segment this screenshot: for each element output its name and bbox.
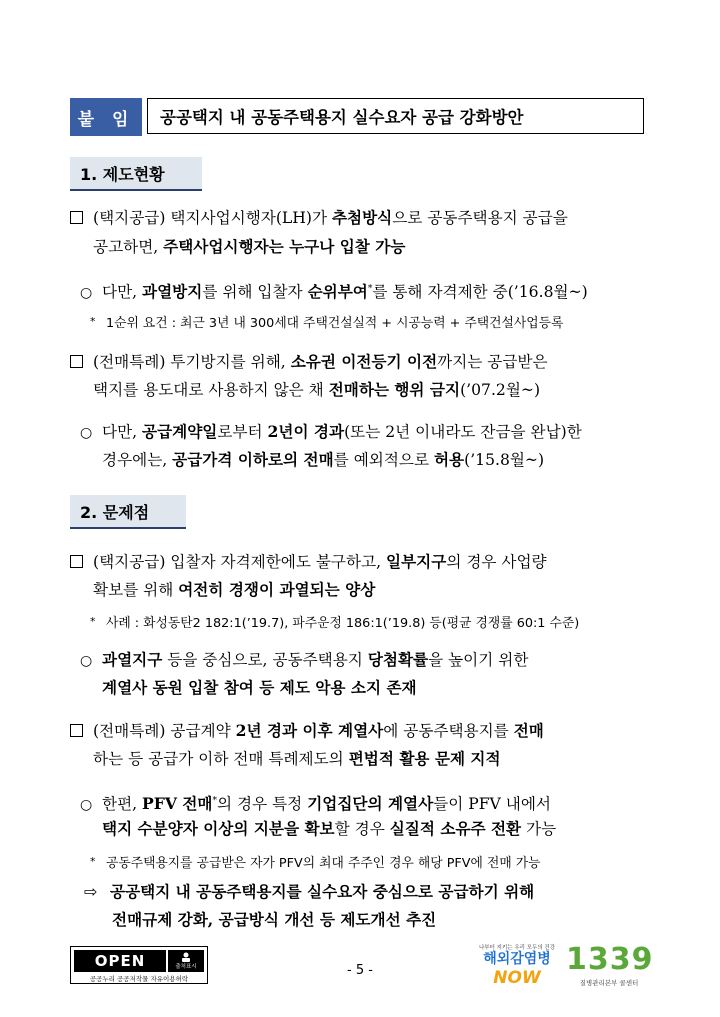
- s1-item-1-line-2: 공고하면, 주택사업시행자는 누구나 입찰 가능: [93, 237, 406, 256]
- attachment-label: 붙 임: [70, 98, 142, 136]
- overseas-infection-now-logo: [478, 943, 556, 993]
- s2-item-3-line-1: (전매특례) 공급계약 2년 경과 이후 계열사에 공동주택용지를 전매: [70, 717, 544, 745]
- section-heading-2: 2. 문제점: [70, 495, 186, 529]
- logo-1339-number: 1339: [566, 942, 654, 977]
- s1-item-2: ○ 다만, 과열방지를 위해 입찰자 순위부여*를 통해 자격제한 중(’16.8월~): [80, 275, 588, 307]
- now-logo-tagline: 나부터 지키는 우리 모두의 건강: [478, 945, 556, 951]
- s1-item-3-line-2: 택지를 용도대로 사용하지 않은 채 전매하는 행위 금지(’07.2월~): [93, 380, 541, 399]
- s1-item-4-line-2: 경우에는, 공급가격 이하로의 전매를 예외적으로 허용(’15.8월~): [102, 450, 545, 469]
- asterisk-icon: *: [90, 855, 96, 868]
- s2-item-2-line-2: 계열사 동원 입찰 참여 등 제도 악용 소지 존재: [102, 678, 417, 697]
- open-logo: OPEN: [74, 950, 166, 972]
- s2-item-1-line-2: 확보를 위해 여전히 경쟁이 과열되는 양상: [93, 580, 376, 599]
- s1-item-3-line-1: (전매특례) 투기방지를 위해, 소유권 이전등기 이전까지는 공급받은: [70, 348, 548, 376]
- s1-note-1: * 1순위 요건 : 최근 3년 내 300세대 주택건설실적 + 시공능력 + 주택건설사업등록: [90, 312, 563, 334]
- s2-item-3-line-2: 하는 등 공급가 이하 전매 특례제도의 편법적 활용 문제 지적: [93, 749, 501, 768]
- s2-item-1-line-1: (택지공급) 입찰자 자격제한에도 불구하고, 일부지구의 경우 사업량: [70, 548, 547, 576]
- s1-item-1-line-1: (택지공급) 택지사업시행자(LH)가 추첨방식으로 공동주택용지 공급을: [70, 204, 568, 232]
- s2-item-4-line-2: 택지 수분양자 이상의 지분을 확보할 경우 실질적 소유주 전환 가능: [102, 819, 557, 838]
- conclusion-line-1: ⇨ 공공택지 내 공동주택용지를 실수요자 중심으로 공급하기 위해: [84, 878, 534, 906]
- asterisk-icon: *: [90, 315, 96, 328]
- s2-note-1: * 사례 : 화성동탄2 182:1(’19.7), 파주운정 186:1(’19.8) 등(평균 경쟁률 60:1 수준): [90, 612, 579, 634]
- conclusion-line-2: 전매규제 강화, 공급방식 개선 등 제도개선 추진: [112, 910, 437, 929]
- square-bullet-icon: [70, 555, 83, 568]
- section-heading-1: 1. 제도현황: [70, 157, 202, 191]
- asterisk-icon: *: [90, 615, 96, 628]
- attribution-badge: [168, 950, 204, 972]
- circle-bullet-icon: ○: [80, 425, 93, 441]
- square-bullet-icon: [70, 724, 83, 737]
- s2-item-4-line-1: ○ 한편, PFV 전매*의 경우 특정 기업집단의 계열사들이 PFV 내에서: [80, 787, 551, 819]
- s2-item-2-line-1: ○ 과열지구 등을 중심으로, 공동주택용지 당첨확률을 높이기 위한: [80, 646, 528, 675]
- attribution-badge-label: 출처표시: [175, 964, 197, 970]
- square-bullet-icon: [70, 355, 83, 368]
- person-icon: [180, 952, 192, 962]
- now-logo-now: NOW: [493, 968, 541, 988]
- circle-bullet-icon: ○: [80, 797, 93, 814]
- now-logo-main: 해외감염병: [483, 951, 551, 967]
- page-number: - 5 -: [347, 963, 373, 978]
- s2-note-2: * 공동주택용지를 공급받은 자가 PFV의 최대 주주인 경우 해당 PFV에 전매 가능: [90, 852, 540, 874]
- arrow-right-icon: ⇨: [84, 882, 98, 901]
- circle-bullet-icon: ○: [80, 285, 93, 302]
- kcdc-1339-logo: [566, 942, 652, 998]
- open-license-caption: 공공누리 공공저작물 자유이용허락: [89, 975, 189, 983]
- s1-item-4-line-1: ○ 다만, 공급계약일로부터 2년이 경과(또는 2년 이내라도 잔금을 완납)한: [80, 418, 582, 447]
- logo-1339-caption: 질병관리본부 콜센터: [579, 979, 639, 987]
- document-title: 공공택지 내 공동주택용지 실수요자 공급 강화방안: [147, 98, 644, 134]
- square-bullet-icon: [70, 211, 83, 224]
- circle-bullet-icon: ○: [80, 653, 93, 669]
